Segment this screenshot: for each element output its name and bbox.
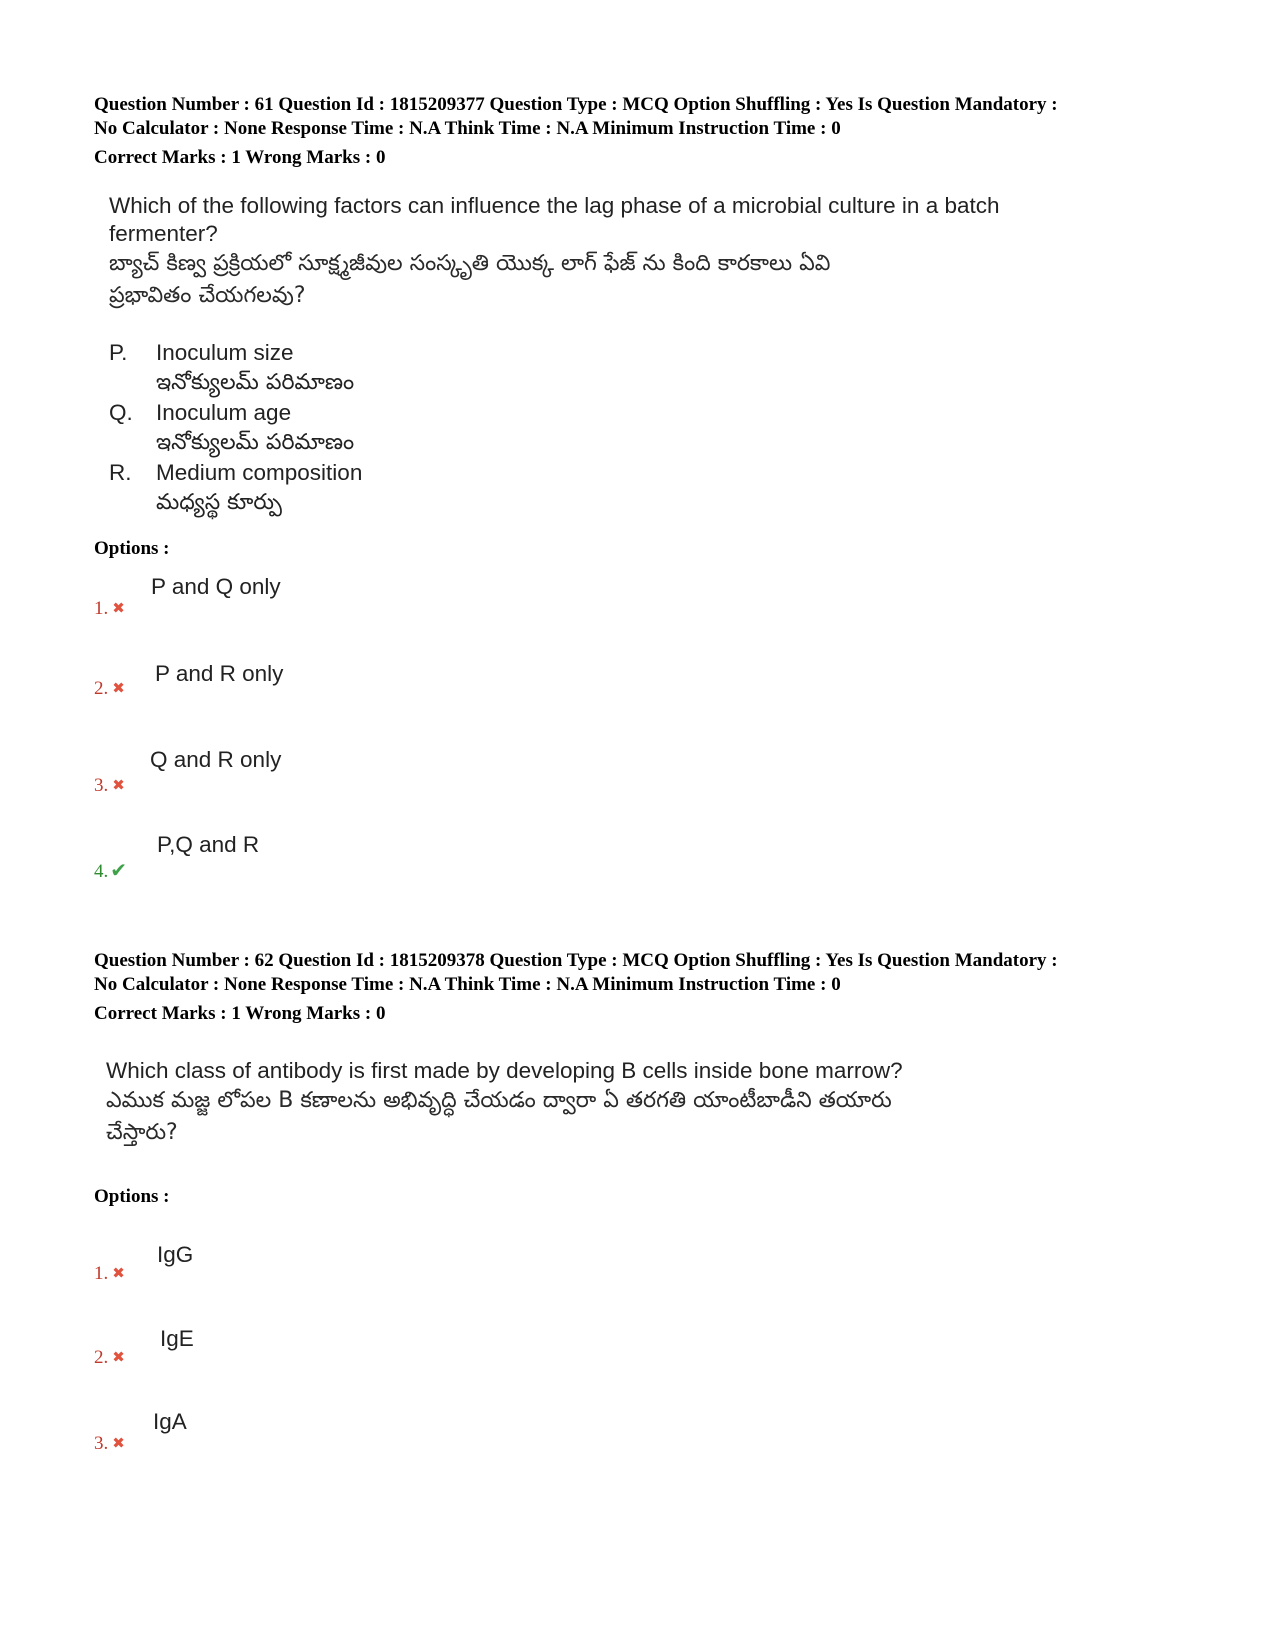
statement-text-te: మధ్యస్థ కూర్పు [156, 490, 282, 515]
question-marks: Correct Marks : 1 Wrong Marks : 0 [94, 1003, 386, 1024]
question-text [106, 1057, 903, 1149]
statement-text-en: Medium composition [156, 460, 363, 485]
option-text: IgG [157, 1242, 194, 1267]
question-marks: Correct Marks : 1 Wrong Marks : 0 [94, 147, 386, 168]
question-meta-line1: Question Number : 62 Question Id : 1815209378 Question Type : MCQ Option Shuffling : Yes Is Question Mandatory : [94, 950, 1058, 971]
option-number [94, 1263, 125, 1285]
statement-item [109, 398, 362, 458]
question-text-en-line1: Which class of antibody is first made by developing B cells inside bone marrow? [106, 1058, 903, 1083]
option-number [94, 858, 127, 883]
option-number [94, 598, 125, 620]
cross-icon: ✖ [112, 599, 125, 617]
option-number-text: 2. [94, 678, 109, 699]
options-label: Options : [94, 538, 170, 559]
option-text: IgE [160, 1326, 194, 1351]
statement-item [109, 458, 362, 518]
option-text: IgA [153, 1409, 187, 1434]
option-text: P and R only [155, 661, 284, 686]
option-number-text: 4. [94, 861, 109, 882]
statement-list [109, 338, 362, 518]
option-number [94, 775, 125, 797]
statement-label: R. [109, 460, 132, 485]
question-text-en-line2: fermenter? [109, 221, 218, 246]
question-text-te-line2: చేస్తారు? [106, 1120, 178, 1145]
question-text-te-line1: బ్యాచ్ కిణ్వ ప్రక్రియలో సూక్ష్మజీవుల సంస్కృతి యొక్క లాగ్ ఫేజ్ ను కింది కారకాలు ఏవి [109, 251, 831, 276]
option-text: P and Q only [151, 574, 281, 599]
question-meta-line1: Question Number : 61 Question Id : 1815209377 Question Type : MCQ Option Shuffling : Yes Is Question Mandatory : [94, 94, 1058, 115]
cross-icon: ✖ [112, 1264, 125, 1282]
statement-text-te: ఇనోక్యులమ్ పరిమాణం [156, 430, 355, 455]
statement-text-te: ఇనోక్యులమ్ పరిమాణం [156, 370, 355, 395]
option-number-text: 3. [94, 1433, 109, 1454]
option-number-text: 2. [94, 1347, 109, 1368]
option-number [94, 678, 125, 700]
question-text-te-line1: ఎముక మజ్జ లోపల B కణాలను అభివృద్ధి చేయడం ద్వారా ఏ తరగతి యాంటీబాడీని తయారు [106, 1088, 892, 1113]
question-text [109, 192, 1000, 312]
option-number [94, 1433, 125, 1455]
options-label: Options : [94, 1186, 170, 1207]
statement-label: Q. [109, 400, 133, 425]
question-meta-line2: No Calculator : None Response Time : N.A Think Time : N.A Minimum Instruction Time : 0 [94, 118, 841, 139]
statement-text-en: Inoculum age [156, 400, 292, 425]
cross-icon: ✖ [112, 679, 125, 697]
statement-label: P. [109, 340, 128, 365]
option-number-text: 1. [94, 1263, 109, 1284]
cross-icon: ✖ [112, 776, 125, 794]
cross-icon: ✖ [112, 1348, 125, 1366]
statement-text-en: Inoculum size [156, 340, 294, 365]
option-number-text: 1. [94, 598, 109, 619]
check-icon: ✔ [110, 858, 128, 882]
statement-item [109, 338, 362, 398]
cross-icon: ✖ [112, 1434, 125, 1452]
question-text-te-line2: ప్రభావితం చేయగలవు? [109, 283, 306, 308]
option-text: Q and R only [150, 747, 282, 772]
option-number-text: 3. [94, 775, 109, 796]
option-number [94, 1347, 125, 1369]
option-text: P,Q and R [157, 832, 260, 857]
question-meta-line2: No Calculator : None Response Time : N.A Think Time : N.A Minimum Instruction Time : 0 [94, 974, 841, 995]
question-text-en-line1: Which of the following factors can influence the lag phase of a microbial culture in a batch [109, 193, 1000, 218]
